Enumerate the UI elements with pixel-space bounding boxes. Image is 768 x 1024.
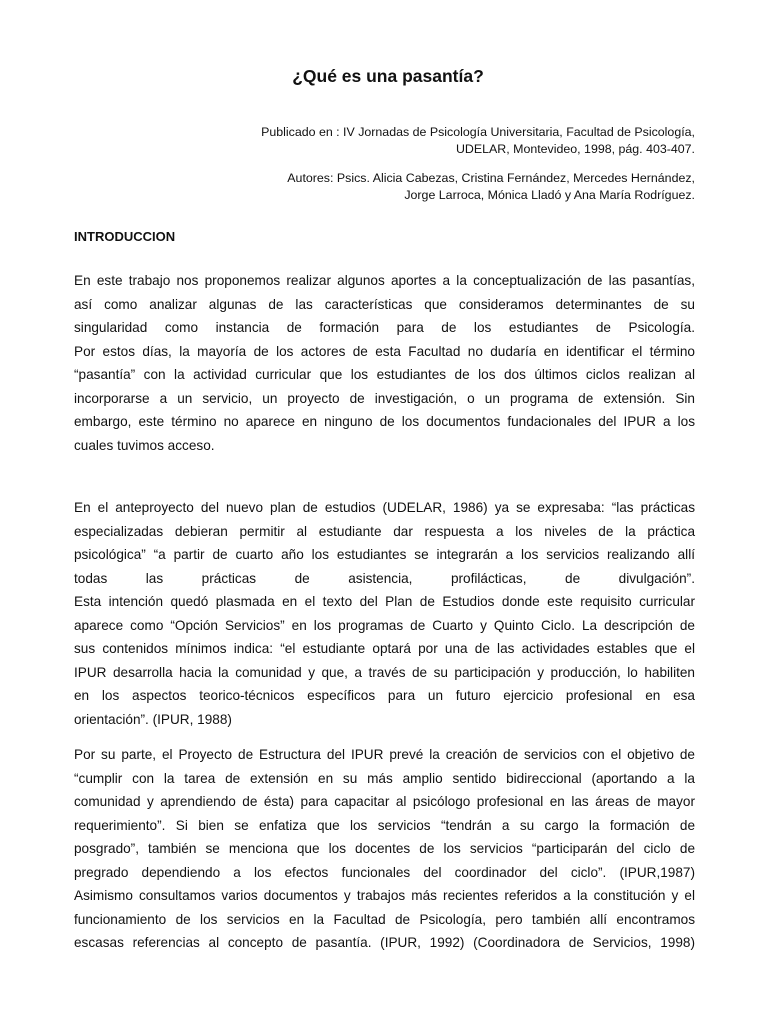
paragraph-line: embargo, este término no aparece en ninguno de los documentos fundacionales del IPUR a los [74,414,695,429]
paragraph-line: pregrado dependiendo a los efectos funcionales del coordinador del ciclo”. (IPUR,1987) [74,864,695,880]
paragraph-line: especializadas debieran permitir al estudiante dar respuesta a los niveles de la práctica [74,523,695,539]
paragraph-line: funcionamiento de los servicios en la Facultad de Psicología, pero también allí encontramos [74,911,695,927]
paragraph-line: sus contenidos mínimos indica: “el estudiante optará por una de las actividades estables que el [74,641,695,656]
paragraph-line: Por su parte, el Proyecto de Estructura del IPUR prevé la creación de servicios con el objetivo de [74,747,695,762]
paragraph-line: “cumplir con la tarea de extensión en su más amplio sentido bidireccional (aportando a la [74,770,695,786]
paragraph-line: Esta intención quedó plasmada en el texto del Plan de Estudios donde este requisito curricular [74,594,695,609]
paragraph-line: singularidad como instancia de formación para de los estudiantes de Psicología. [74,320,695,335]
paragraph-line: “pasantía” con la actividad curricular que los estudiantes de los dos últimos ciclos realizan al [74,367,695,382]
paragraph-line: comunidad y aprendiendo de ésta) para capacitar al psicólogo profesional en las áreas de mayor [74,794,695,809]
authors-info [135,170,695,204]
paragraph-line: psicológica” “a partir de cuarto año los estudiantes se integrarán a los servicios realizando allí [74,547,695,562]
paragraph-line: aparece como “Opción Servicios” en los programas de Cuarto y Quinto Ciclo. La descripción de [74,617,695,633]
paragraph-line: Asimismo consultamos varios documentos y trabajos más recientes referidos a la constitución y el [74,888,695,903]
paragraph-line: incorporarse a un servicio, un proyecto de investigación, o un programa de extensión. Sin [74,390,695,406]
paragraph-line: orientación”. (IPUR, 1988) [74,711,232,727]
paragraph-line: escasas referencias al concepto de pasantía. (IPUR, 1992) (Coordinadora de Servicios, 1998) [74,935,695,950]
paragraph-line: en los aspectos teorico-técnicos específicos para un futuro ejercicio profesional en esa [74,688,695,703]
paragraph-line: requerimiento”. Si bien se enfatiza que los servicios “tendrán a su cargo la formación de [74,817,695,833]
paragraph-line: posgrado”, también se menciona que los docentes de los servicios “participarán del ciclo de [74,841,695,856]
paragraph-line: cuales tuvimos acceso. [74,437,215,453]
paragraph-line: todas las prácticas de asistencia, profilácticas, de divulgación”. [74,570,695,586]
paragraph-proyecto-estructura [74,743,695,955]
paragraph-line: En el anteproyecto del nuevo plan de estudios (UDELAR, 1986) ya se expresaba: “las prácticas [74,500,695,515]
authors-line: Autores: Psics. Alicia Cabezas, Cristina Fernández, Mercedes Hernández, [287,171,695,185]
paragraph-introduction [74,269,695,457]
authors-line: Jorge Larroca, Mónica Lladó y Ana María Rodríguez. [404,188,695,202]
paragraph-line: En este trabajo nos proponemos realizar algunos aportes a la conceptualización de las pasantías, [74,273,695,288]
publication-line: UDELAR, Montevideo, 1998, pág. 403-407. [455,142,695,156]
publication-line: Publicado en : IV Jornadas de Psicología Universitaria, Facultad de Psicología, [261,125,695,139]
paragraph-line: Por estos días, la mayoría de los actores de esta Facultad no dudaría en identificar el término [74,343,695,359]
paragraph-line: IPUR desarrolla hacia la comunidad y que, a través de su participación y producción, lo habiliten [74,664,695,680]
paragraph-line: así como analizar algunas de las características que consideramos determinantes de su [74,296,695,312]
paragraph-anteproyecto [74,496,695,731]
section-heading: INTRODUCCION [74,229,176,244]
publication-info [135,124,695,158]
document-title: ¿Qué es una pasantía? [292,66,484,86]
